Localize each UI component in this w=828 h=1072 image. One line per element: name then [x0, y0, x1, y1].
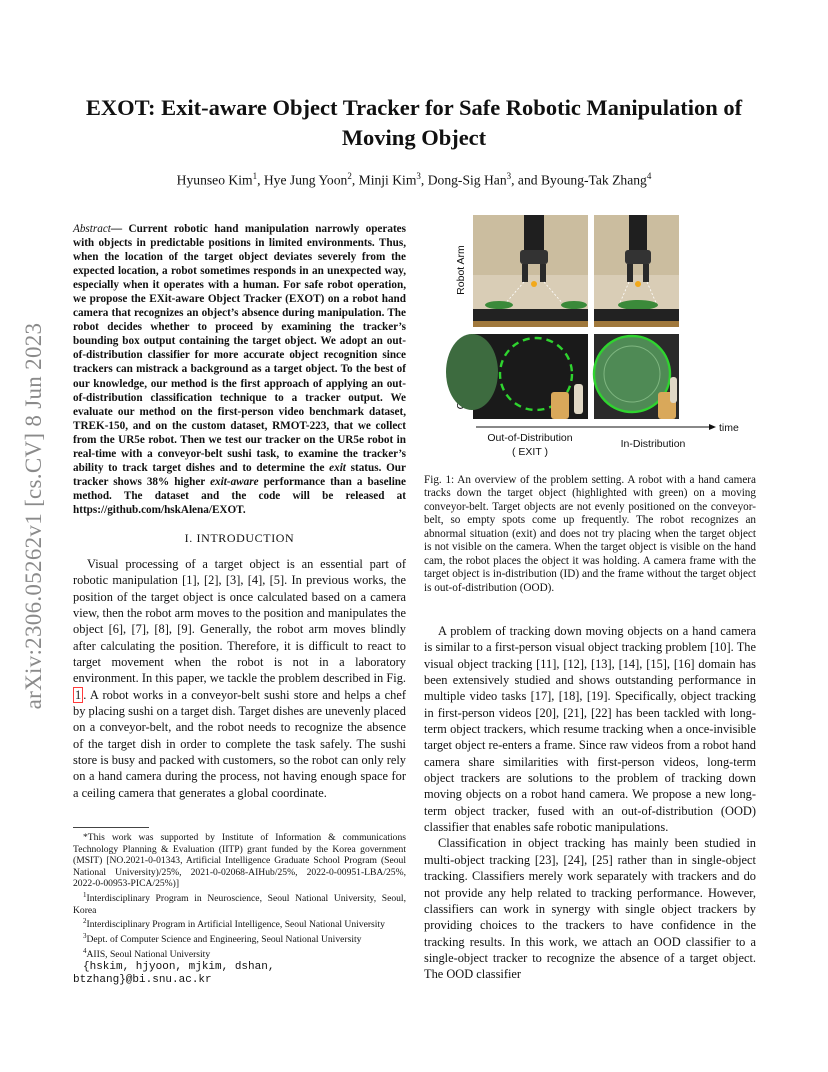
robot-arm-id-photo — [594, 215, 679, 327]
figure-caption: Fig. 1: An overview of the problem setting. A robot with a hand camera tracks down the target object (highlighted with green) on a moving conveyor-belt. Target objects are not evenly positioned on the conveyor-belt, so empty spots come up frequently. The robot recognizes an abnormal situation (exit) and does not try placing when the target object is not visible on the camera. When the target object is visible on the hand cam, the robot places the object it was holding. A camera frame with the target object is in-distribution (ID) and the frame without the target object is out-of-distribution (OOD). — [424, 474, 756, 594]
abstract-lead: Abstract — [73, 223, 111, 235]
abstract-emphasis: exit — [329, 461, 346, 474]
author-name: Byoung-Tak Zhang — [540, 172, 647, 188]
paragraph-text: Visual processing of a target object is an essential part of robotic manipulation [1], [2], [3], [4], [5]. In previous works, the position of the target object is once calculated based on a camera view, then the robot arm moves to the position and manipulates the object [6], [7], [8], [9]. Generally, the robot arm moves blindly after calculating the position. Therefore, it is difficult to react to target movement when the robot is not in a laboratory environment. In this paper, we tackle the problem described in Fig. — [73, 557, 406, 686]
figure-1 — [424, 212, 756, 462]
paragraph: A problem of tracking down moving objects on a hand camera is similar to a first-person visual object tracking problem [10]. The visual object tracking [11], [12], [13], [14], [15], [16] domain has been extensively studied and shows outstanding performance in multiple video tasks [17], [18], [19]. Specifically, object tracking in first-person videos [20], [21], [22] has been tackled with long-term object trackers, which resume tracking when a once-invisible target object re-enters a frame. Since raw videos from a robot hand camera share similarities with first-person videos, long-term object trackers are solutions to the problem of tracking down moving objects on a robot hand camera. We propose a new long-term object tracker, fused with an out-of-distribution (OOD) classifier that enables safe robotic manipulations. — [424, 624, 756, 835]
abstract — [73, 222, 406, 517]
abstract-text: — Current robotic hand manipulation narrowly operates with objects in predictable positions in limited environments. Thus, when the location of the target object deviates severely from the expected location, a robot sometimes responds in an unexpected way, especially when it operates with a human. For safe robot operation, we propose the EXit-aware Object Tracker (EXOT) on a robot hand camera that recognizes an object’s absence during manipulation. The robot decides whether to proceed by examining the tracker’s bounding box output containing the target object. We adopt an out-of-distribution classifier for more accurate object recognition since trackers can mistrack a background as a target object. To the best of our knowledge, our method is the first approach of applying an out-of-distribution classification technique to a tracker output. We evaluate our method on the first-person video benchmark dataset, TREK-150, and on the custom dataset, RMOT-223, that we collect from the UR5e robot. Then we test our tracker on the UR5e robot in real-time with a conveyor-belt sushi task, to examine the tracker’s ability to track target dishes and to determine the — [73, 223, 406, 474]
intro-right-column — [424, 623, 756, 983]
author-name: Hyunseo Kim — [176, 172, 253, 188]
col-label-ood: Out-of-Distribution — [487, 432, 573, 444]
paper-title: EXOT: Exit-aware Object Tracker for Safe Robotic Manipulation of Moving Object — [85, 95, 743, 150]
row-label-robot-arm: Robot Arm — [455, 245, 467, 295]
funding-footnote: *This work was supported by Institute of Information & communications Technology Planning & Evaluation (IITP) grant funded by the Korea government (MSIT) [NO.2021-0-01343, Artificial Intelligence Graduate School Program (Seoul National University)/25%, 2021-0-02068-AIHub/25%, 2022-0-00951-LBA/25%, 2022-0-00953-PICA/25%)] — [73, 832, 406, 890]
author-affiliation: 1 — [252, 171, 258, 181]
affiliation-footnote: $^2$Interdisciplinary Program in Artificial Intelligence, Seoul National University — [83, 917, 385, 931]
author-affiliation: 4 — [646, 171, 652, 181]
col-label-id: In-Distribution — [620, 438, 686, 450]
affiliation-footnote: $^3$Dept. of Computer Science and Engineering, Seoul National University — [83, 932, 362, 946]
paragraph-text: . A robot works in a conveyor-belt sushi store and helps a chef by placing sushi on a target dish. Target dishes are unevenly placed on a conveyor-belt, and the robot needs to recognize the absence of the target dish in order to complete the task safely. The sushi store is busy and packed with customers, so the robot can only rely on a hand camera during the process, not having enough space for a ceiling camera that generates a global coordinate. — [73, 687, 406, 800]
affiliation-footnote: $^1$Interdisciplinary Program in Neuroscience, Seoul National University, Seoul, Korea — [73, 890, 406, 916]
email-list: btzhang}@bi.snu.ac.kr — [73, 973, 212, 986]
author-name: Dong-Sig Han — [427, 172, 507, 188]
author-affiliation: 3 — [416, 171, 421, 181]
col-label-exit: ( EXIT ) — [512, 446, 548, 458]
figure-1-illustration — [424, 212, 756, 462]
abstract-text: status. Our tracker shows 38% higher — [73, 461, 406, 488]
arxiv-sidebar — [14, 296, 54, 736]
author-name: Hye Jung Yoon — [263, 172, 348, 188]
camera-view-id-photo — [594, 334, 679, 419]
footnotes — [73, 832, 406, 987]
robot-arm-ood-photo — [473, 215, 588, 327]
intro-left-column — [73, 556, 406, 801]
abstract-emphasis: exit-aware — [210, 475, 259, 488]
section-heading: I. INTRODUCTION — [184, 531, 295, 545]
footnote-divider — [73, 827, 149, 828]
paragraph: Classification in object tracking has mainly been studied in multi-object tracking [23], [24], [25] rather than in single-object tracking. Classifiers merely work separately with trackers and do not provide any help related to tracking performance. However, classifiers can work in synergy with single object trackers by providing choices to the trackers to have confidence in the tracking results. In this work, we attach an OOD classifier to a single-object tracker to recognize the absence of a target object. The OOD classifier — [424, 836, 756, 982]
paragraph — [73, 556, 406, 801]
abstract-text: performance than a baseline method. The dataset and the code will be released at https://github.com/hskAlena/EXOT. — [73, 475, 406, 516]
time-axis-arrow-icon — [709, 424, 716, 430]
author-list: Hyunseo Kim$^1$, Hye Jung Yoon$^2$, Minji Kim$^3$, Dong-Sig Han$^3$, and Byoung-Tak Zhang$^4$ — [176, 171, 652, 188]
figure-reference-link[interactable]: 1 — [75, 687, 82, 702]
camera-view-ood-photo — [446, 334, 588, 419]
email-list: {hskim, hjyoon, mjkim, dshan, — [83, 960, 275, 973]
author-affiliation: 2 — [347, 171, 352, 181]
author-affiliation: 3 — [506, 171, 512, 181]
time-axis-label: time — [719, 422, 739, 434]
arxiv-id: arXiv:2306.05262v1 [cs.CV] 8 Jun 2023 — [21, 322, 46, 710]
author-name: Minji Kim — [358, 172, 417, 188]
affiliation-footnote: $^4$AIIS, Seoul National University — [83, 946, 211, 961]
